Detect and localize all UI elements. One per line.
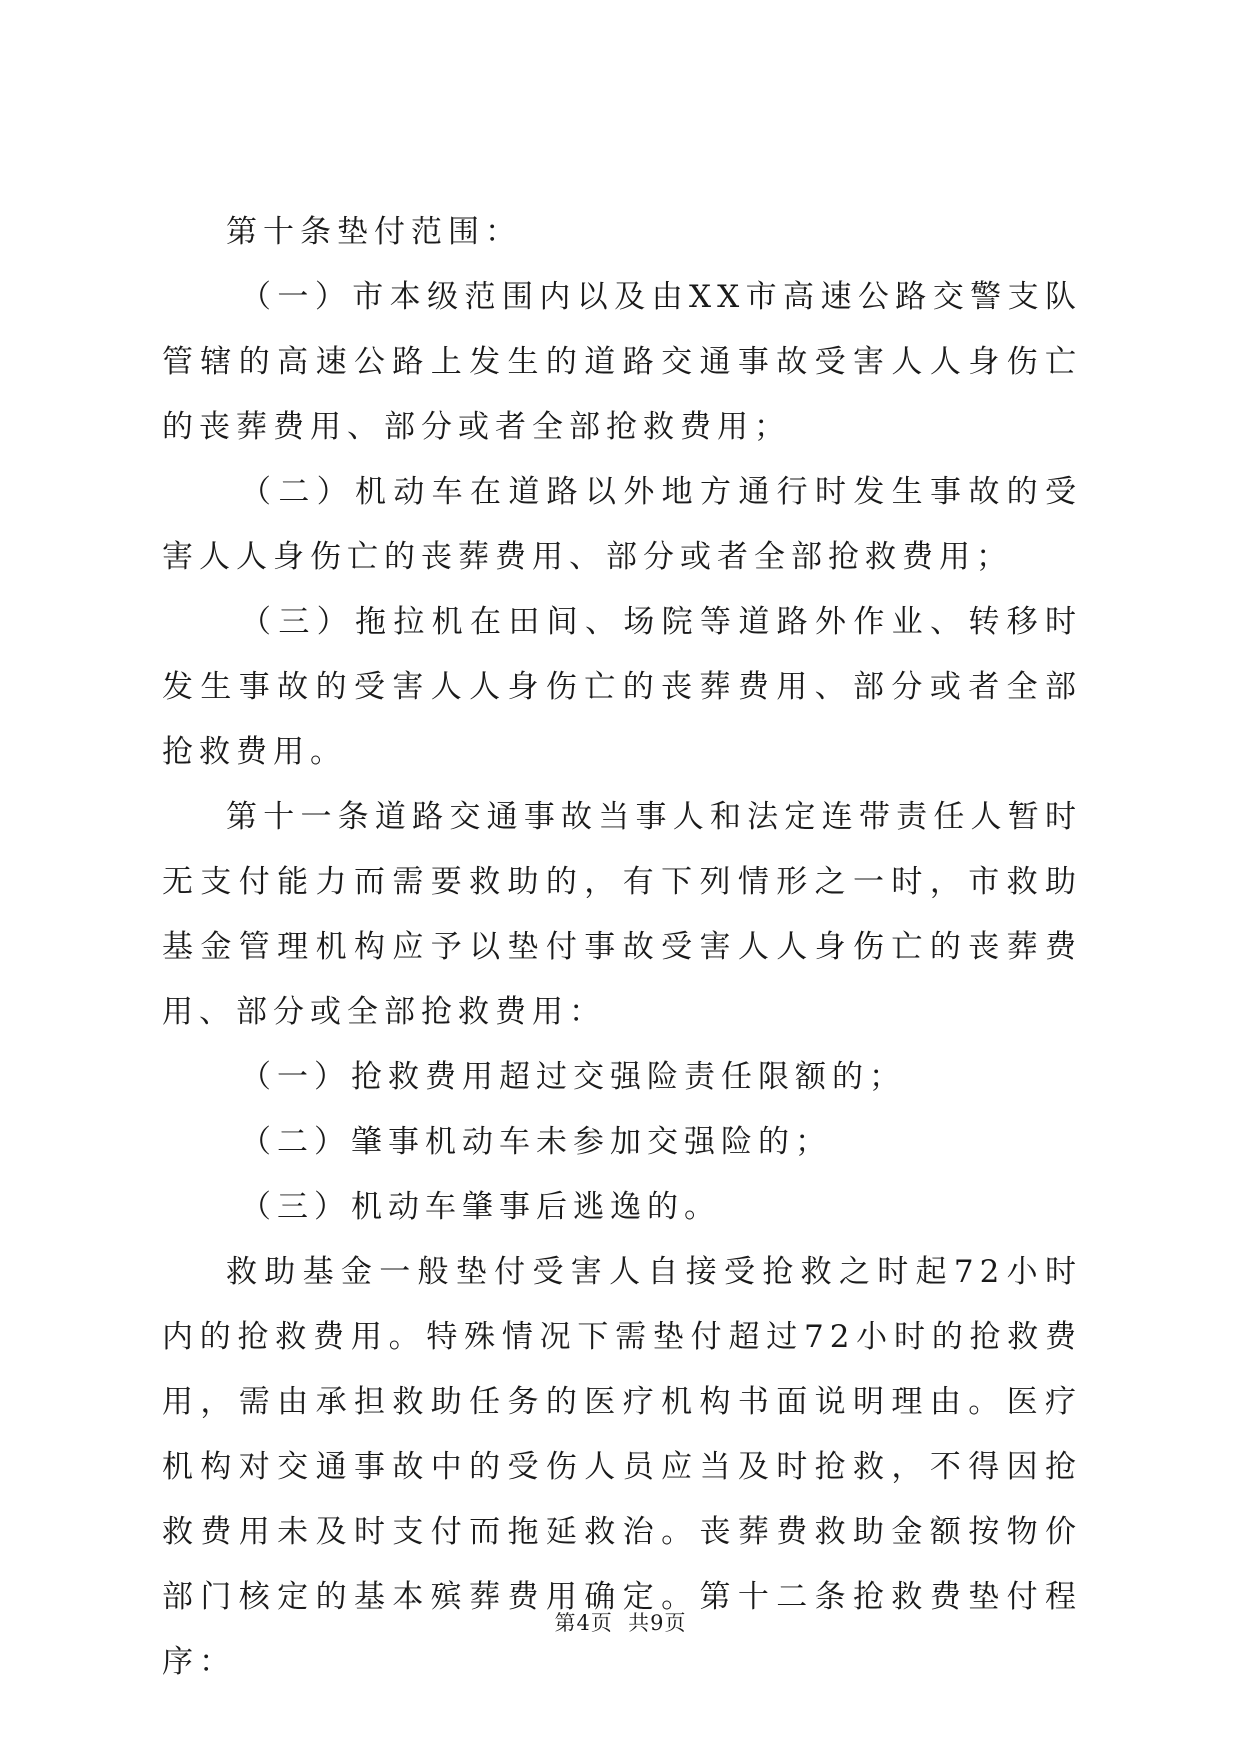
article-10-heading: 第十条垫付范围： [226, 214, 522, 250]
article-11-paragraph: 第十一条道路交通事故当事人和法定连带责任人暂时无支付能力而需要救助的，有下列情形之一时，市救助基金管理机构应予以垫付事故受害人人身伤亡的丧葬费用、部分或全部抢救费用： [162, 799, 1082, 1030]
page-footer [0, 1609, 1241, 1637]
relief-fund-paragraph: 救助基金一般垫付受害人自接受抢救之时起72小时内的抢救费用。特殊情况下需垫付超过72小时的抢救费用，需由承担救助任务的医疗机构书面说明理由。医疗机构对交通事故中的受伤人员应当及时抢救，不得因抢救费用未及时支付而拖延救治。丧葬费救助金额按物价部门核定的基本殡葬费用确定。第十二条抢救费垫付程序： [162, 1254, 1082, 1680]
document-body [162, 200, 1082, 1695]
article-11-item-3: （三）机动车肇事后逃逸的。 [240, 1189, 721, 1225]
article-11-item-2: （二）肇事机动车未参加交强险的； [240, 1124, 832, 1160]
article-10-item-1: （一）市本级范围内以及由XX市高速公路交警支队管辖的高速公路上发生的道路交通事故受害人人身伤亡的丧葬费用、部分或者全部抢救费用； [162, 279, 1082, 445]
article-11-item-1: （一）抢救费用超过交强险责任限额的； [240, 1059, 906, 1095]
article-10-item-3: （三）拖拉机在田间、场院等道路外作业、转移时发生事故的受害人人身伤亡的丧葬费用、部分或者全部抢救费用。 [162, 604, 1082, 770]
page-number: 第4页 共9页 [554, 1611, 687, 1635]
article-10-item-2: （二）机动车在道路以外地方通行时发生事故的受害人人身伤亡的丧葬费用、部分或者全部抢救费用； [162, 474, 1082, 575]
